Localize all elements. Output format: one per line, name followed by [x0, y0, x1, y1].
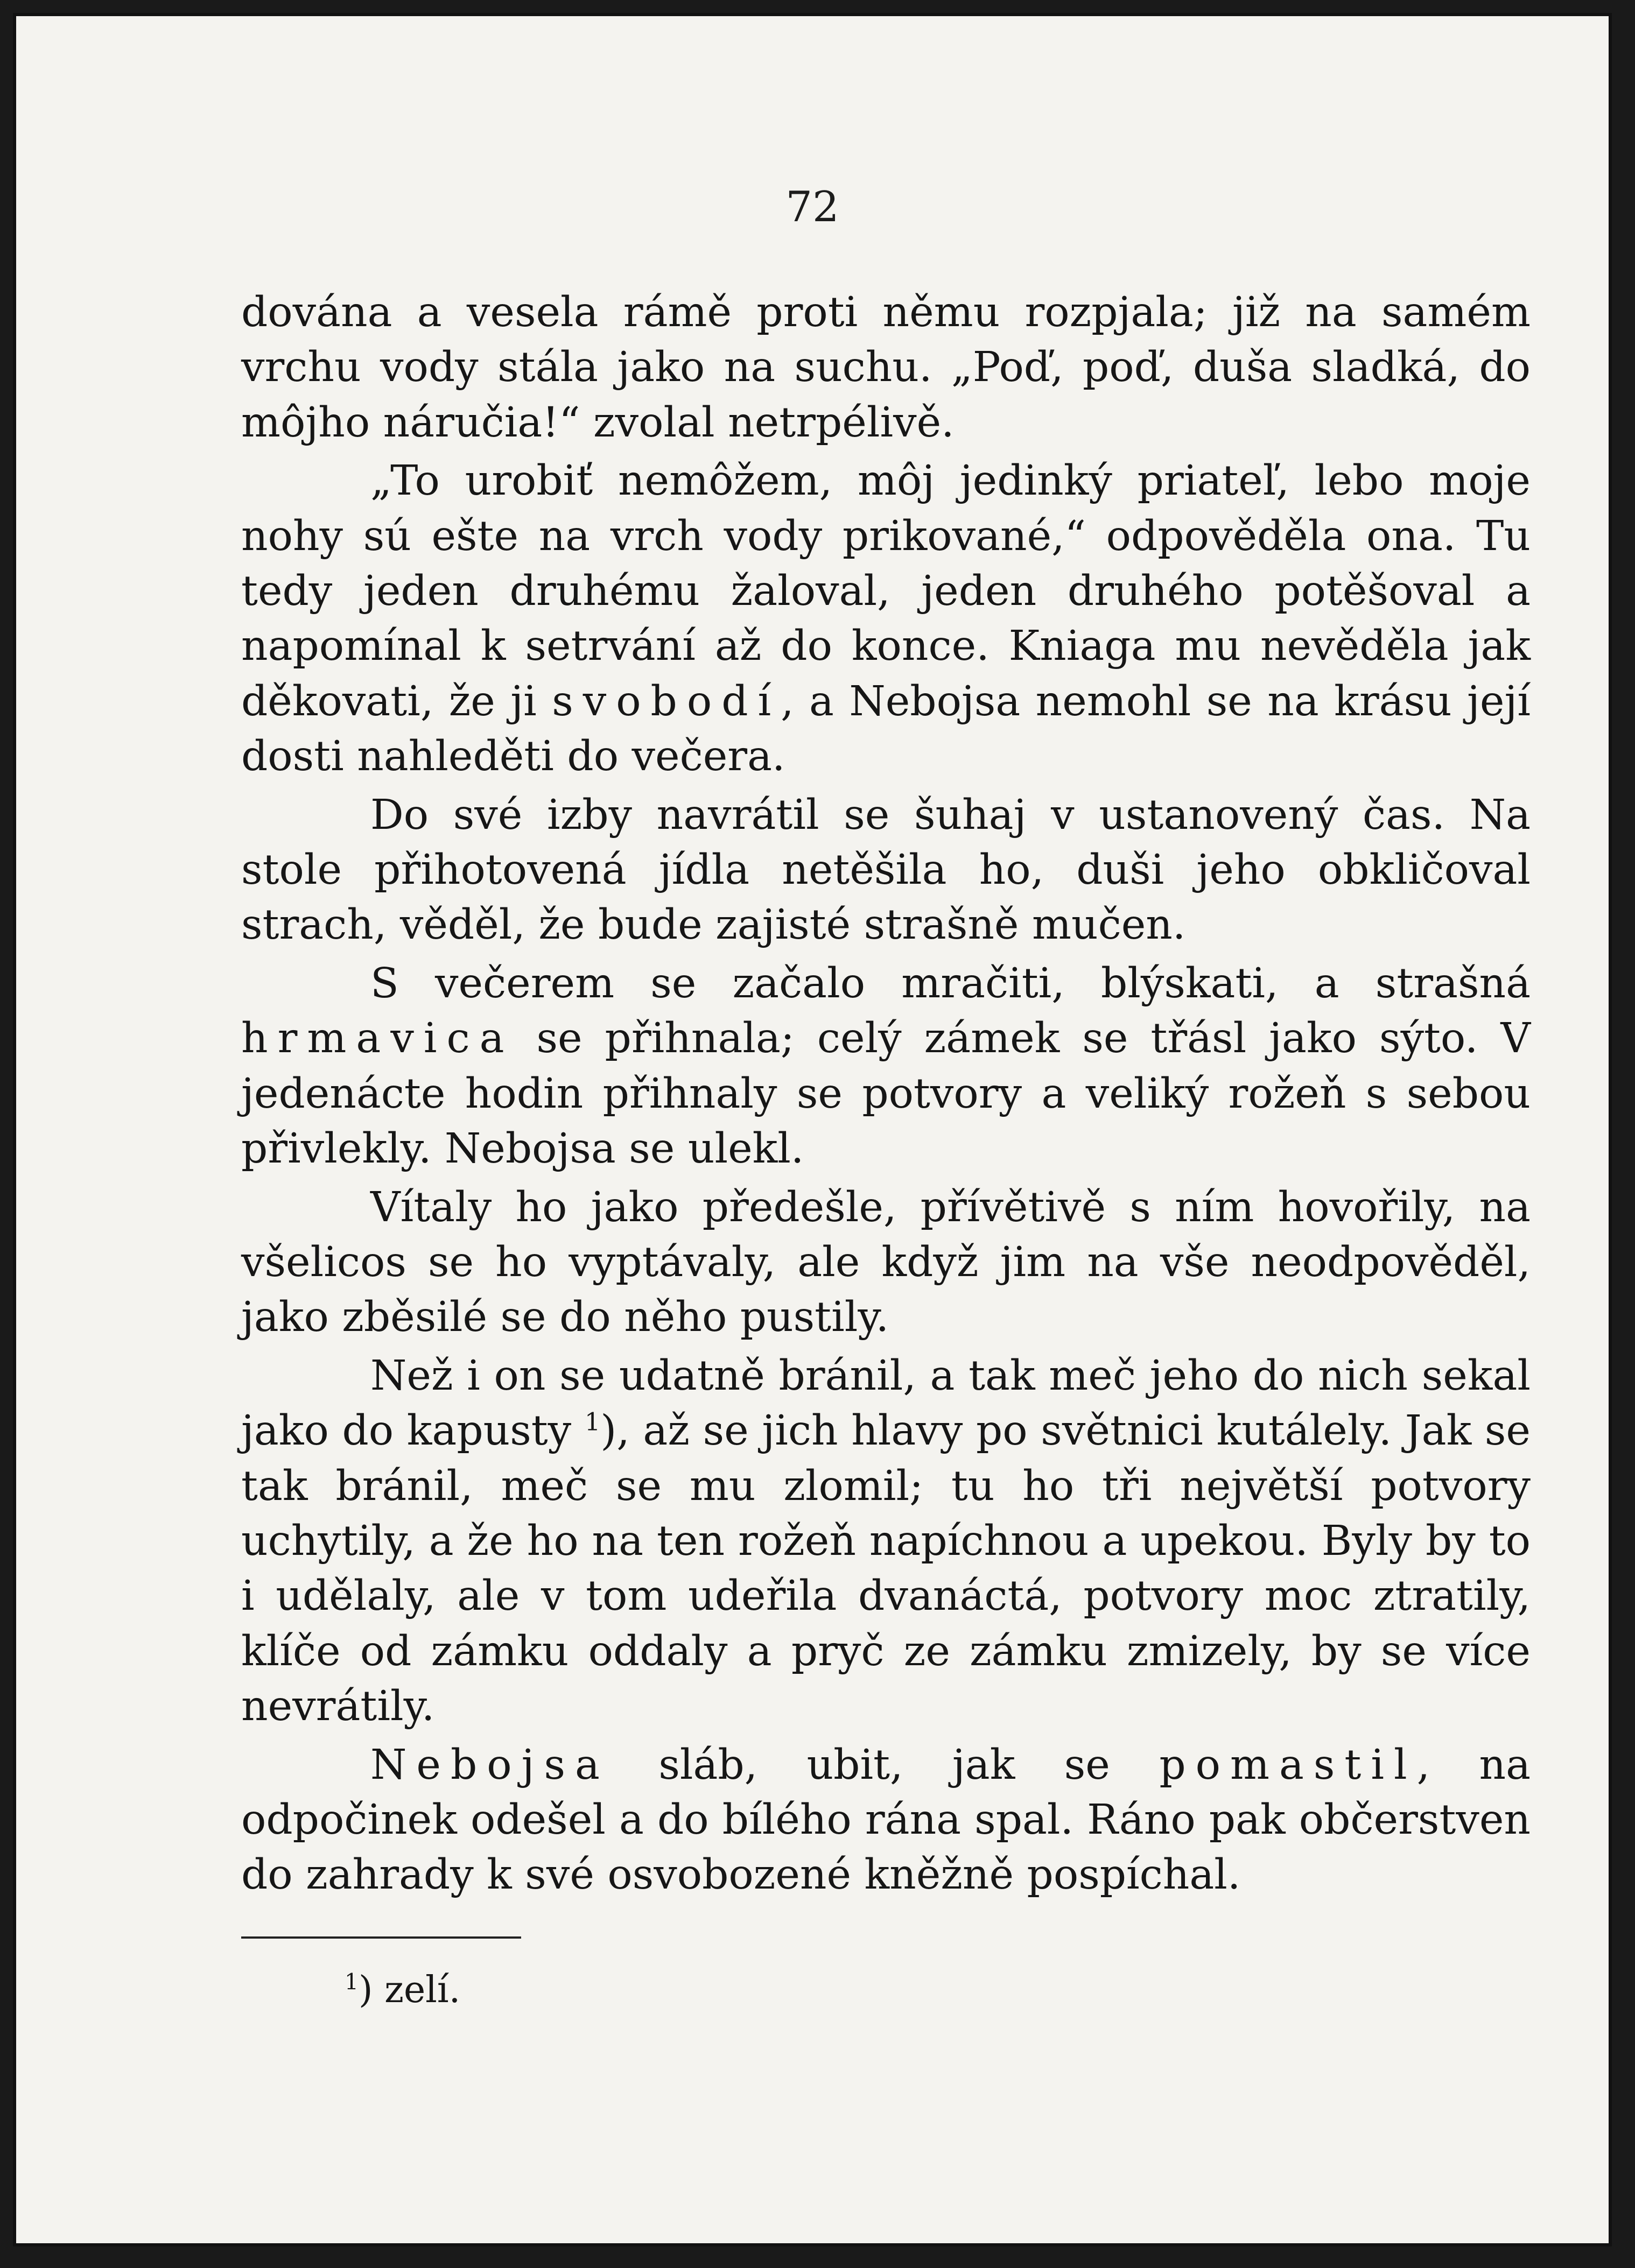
paragraph-7-spaced-name: Nebojsa — [370, 1741, 609, 1789]
paragraph-4-text-after: se přihnala; celý zámek se třásl jako sýto. V jedenácte hodin přihnaly se potvory a veliký rožeň s sebou přivlekly. Nebojsa se ulekl. — [241, 1015, 1531, 1173]
page-number: 72 — [785, 183, 839, 231]
paragraph-3-text: Do své izby navrátil se šuhaj v ustanovený čas. Na stole přihotovená jídla netěšila ho, duši jeho obkličoval strach, věděl, že bude zajisté strašně mučen. — [241, 791, 1531, 949]
footnote-divider — [241, 1936, 521, 1939]
paragraph-5 — [241, 1180, 1531, 1346]
paragraph-4-spaced-word: hrmavica — [241, 1015, 514, 1063]
paragraph-3 — [241, 788, 1531, 953]
book-page — [13, 13, 1612, 2246]
paragraph-1 — [241, 285, 1531, 450]
footnote-text: ) zelí. — [358, 1969, 461, 2011]
paragraph-2-text: „To urobiť nemôžem, môj jedinký priateľ, lebo moje nohy sú ešte na vrch vody prikované,“ odpověděla ona. Tu tedy jeden druhému žaloval, jeden druhého potěšoval a napomínal k setrvání až do konce. Kniaga mu nevěděla jak děkovati, že ji — [241, 457, 1531, 726]
paragraph-2-spaced-word: svobodí — [552, 677, 781, 726]
paragraph-2 — [241, 454, 1531, 784]
paragraph-5-text: Vítaly ho jako předešle, přívětivě s ním hovořily, na všelicos se ho vyptávaly, ale když jim na vše neodpověděl, jako zběsilé se do něho pustily. — [241, 1183, 1531, 1342]
paragraph-6-text-after: ), až se jich hlavy po světnici kutálely. Jak se tak bránil, meč se mu zlomil; tu ho tři největší potvory uchytily, a že ho na ten rožeň napíchnou a upekou. Byly by to i udělaly, ale v tom udeřila dvanáctá, potvory moc ztratily, klíče od zámku oddaly a pryč ze zámku zmizely, by se více nevrátily. — [241, 1407, 1531, 1731]
body-text — [241, 285, 1531, 1906]
paragraph-6 — [241, 1349, 1531, 1735]
footnote — [345, 1969, 460, 2011]
paragraph-1-text: dována a vesela rámě proti němu rozpjala; již na samém vrchu vody stála jako na suchu. „Poď, poď, duša sladká, do môjho náručia!“ zvolal netrpélivě. — [241, 288, 1531, 447]
paragraph-4 — [241, 956, 1531, 1177]
paragraph-7-text-after: , na odpočinek odešel a do bílého rána spal. Ráno pak občerstven do zahrady k své osvobozené kněžně pospíchal. — [241, 1741, 1531, 1899]
paragraph-7-spaced-word: pomastil — [1159, 1741, 1417, 1789]
footnote-reference[interactable]: 1 — [584, 1407, 601, 1436]
paragraph-6-text: Než i on se udatně bránil, a tak meč jeho do nich sekal jako do kapusty — [241, 1351, 1531, 1455]
paragraph-4-text: S večerem se začalo mračiti, blýskati, a strašná — [370, 959, 1531, 1008]
paragraph-7 — [241, 1738, 1531, 1903]
footnote-marker: 1 — [345, 1969, 359, 1995]
paragraph-2-text-after: , a Nebojsa nemohl se na krásu její dosti nahleděti do večera. — [241, 677, 1531, 781]
paragraph-7-text: sláb, ubit, jak se — [609, 1741, 1110, 1789]
